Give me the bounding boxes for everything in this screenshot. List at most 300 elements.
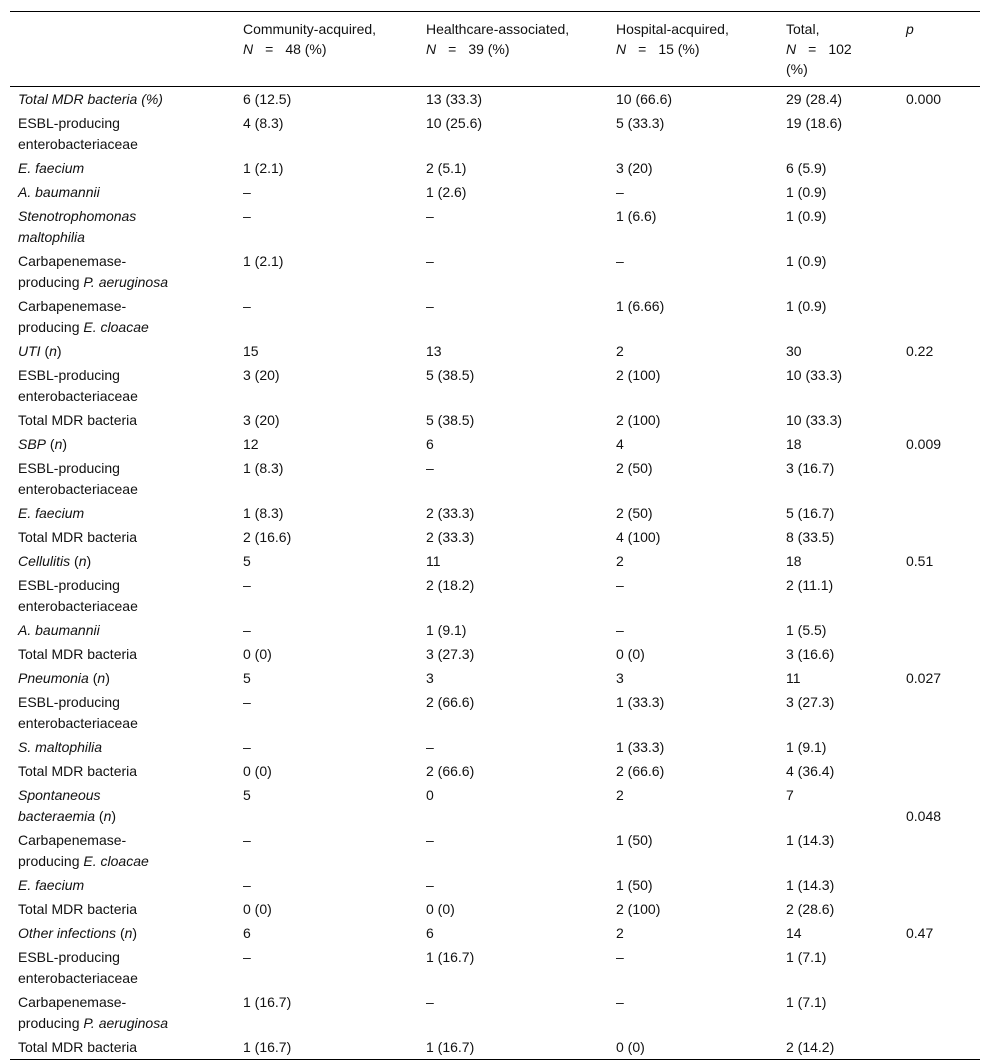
cell-c1: 1 (2.1)	[243, 160, 284, 176]
cell-c3: 10 (66.6)	[616, 91, 673, 107]
cell-c3: 1 (50)	[616, 877, 653, 893]
row-label: producing	[18, 853, 84, 869]
row-label-cell	[10, 501, 235, 525]
cell-c1: 5	[243, 670, 251, 686]
table-row	[10, 156, 980, 180]
row-label: enterobacteriaceae	[18, 970, 138, 986]
row-label-cell	[10, 525, 235, 549]
table-row	[10, 339, 980, 363]
header-total	[778, 12, 898, 87]
cell-c4: 1 (9.1)	[786, 739, 827, 755]
cell-c2: –	[426, 298, 434, 314]
cell-c4: 1 (0.9)	[786, 208, 827, 224]
row-label-cell	[10, 735, 235, 759]
row-label: Total MDR bacteria	[18, 1039, 138, 1055]
cell-c4: 18	[786, 436, 802, 452]
cell-c3: 2	[616, 925, 624, 941]
cell-c1: 1 (8.3)	[243, 505, 284, 521]
cell-c1: 4 (8.3)	[243, 115, 284, 131]
table-row	[10, 873, 980, 897]
cell-c4: 3 (16.6)	[786, 646, 835, 662]
row-label: Other infections	[18, 925, 117, 941]
cell-c4: 29 (28.4)	[786, 91, 843, 107]
cell-c4: 2 (11.1)	[786, 577, 834, 593]
cell-c2: 2 (33.3)	[426, 505, 475, 521]
header-label: Community-acquired,	[243, 21, 377, 37]
table-header	[10, 12, 980, 87]
row-label-cell	[10, 456, 235, 501]
cell-p-value	[898, 501, 980, 525]
cell-p-value	[898, 945, 980, 990]
row-label: enterobacteriaceae	[18, 715, 138, 731]
cell-c2: 2 (66.6)	[426, 694, 475, 710]
cell-c4: 4 (36.4)	[786, 763, 835, 779]
cell-c3: –	[616, 253, 624, 269]
table-row	[10, 87, 980, 112]
row-label-organism: P. aeruginosa	[83, 274, 168, 290]
cell-c4: 18	[786, 553, 802, 569]
row-label-paren: )	[62, 436, 68, 452]
header-n-value: 39 (%)	[468, 41, 510, 57]
row-label-cell	[10, 573, 235, 618]
cell-c4: 10 (33.3)	[786, 367, 843, 383]
cell-p-value	[898, 111, 980, 156]
row-label-paren: (	[95, 808, 104, 824]
cell-c4: 6 (5.9)	[786, 160, 827, 176]
row-label: UTI	[18, 343, 41, 359]
row-label: enterobacteriaceae	[18, 136, 138, 152]
table-row	[10, 828, 980, 873]
row-label-cell	[10, 945, 235, 990]
row-label-cell	[10, 990, 235, 1035]
table-row	[10, 573, 980, 618]
row-label-cell	[10, 897, 235, 921]
cell-c4: 14	[786, 925, 802, 941]
cell-c4: 10 (33.3)	[786, 412, 843, 428]
cell-c2: 2 (18.2)	[426, 577, 475, 593]
cell-c1: –	[243, 622, 251, 638]
cell-c1: 0 (0)	[243, 901, 272, 917]
row-label: Stenotrophomonas	[18, 208, 137, 224]
row-label-n: n	[97, 670, 106, 686]
header-unit: (%)	[786, 61, 808, 77]
cell-c1: 6	[243, 925, 251, 941]
cell-c3: 0 (0)	[608, 1035, 778, 1060]
row-label: enterobacteriaceae	[18, 481, 138, 497]
row-label-paren: )	[56, 343, 62, 359]
table-row	[10, 294, 980, 339]
row-label-paren: (	[46, 436, 55, 452]
row-label: maltophilia	[18, 229, 85, 245]
row-label-n: n	[78, 553, 87, 569]
header-n-symbol: N	[426, 41, 437, 57]
header-healthcare-associated	[418, 12, 608, 87]
row-label-paren: (	[40, 343, 50, 359]
cell-c3: 1 (6.6)	[616, 208, 657, 224]
cell-c3: –	[616, 184, 624, 200]
cell-c4: 2 (28.6)	[786, 901, 835, 917]
cell-c4: 3 (16.7)	[786, 460, 835, 476]
cell-p-value: 0.048	[906, 808, 942, 824]
cell-c3: 3	[616, 670, 624, 686]
table-row	[10, 456, 980, 501]
cell-c2: 1 (2.6)	[426, 184, 467, 200]
cell-c2: 3 (27.3)	[426, 646, 475, 662]
cell-c3: –	[616, 994, 624, 1010]
row-label-cell	[10, 921, 235, 945]
header-n-symbol: N	[616, 41, 627, 57]
row-label-paren: )	[111, 808, 117, 824]
row-label-cell	[10, 549, 235, 573]
header-n-symbol: N	[243, 41, 254, 57]
cell-c1: 12	[243, 436, 259, 452]
row-label-cell	[10, 690, 235, 735]
cell-c1: 0 (0)	[243, 646, 272, 662]
cell-c1: 5	[243, 787, 251, 803]
cell-c2: 1 (16.7)	[426, 949, 475, 965]
cell-c2: 1 (9.1)	[426, 622, 467, 638]
row-label-cell	[10, 408, 235, 432]
cell-p-value	[898, 618, 980, 642]
cell-c2: 6	[426, 925, 434, 941]
cell-c3: –	[616, 949, 624, 965]
row-label: ESBL-producing	[18, 115, 120, 131]
cell-c1: 3 (20)	[243, 412, 280, 428]
cell-c4: 1 (5.5)	[786, 622, 827, 638]
cell-p-value: 0.027	[906, 670, 942, 686]
row-label-paren: )	[105, 670, 110, 686]
row-label-cell	[10, 249, 235, 294]
cell-c2: 2 (33.3)	[426, 529, 475, 545]
row-label: SBP	[18, 436, 47, 452]
row-label: producing	[18, 319, 84, 335]
row-label: Carbapenemase-	[18, 832, 127, 848]
row-label-organism: P. aeruginosa	[83, 1015, 168, 1031]
row-label: E. faecium	[18, 160, 85, 176]
row-label: S. maltophilia	[18, 739, 103, 755]
cell-c3: 0 (0)	[616, 646, 645, 662]
row-label: Carbapenemase-	[18, 994, 127, 1010]
cell-p-value: 0.009	[906, 436, 942, 452]
row-label-cell	[10, 666, 235, 690]
row-label: Cellulitis	[18, 553, 71, 569]
cell-c2: 5 (38.5)	[426, 412, 475, 428]
header-equals: =	[638, 41, 647, 57]
row-label: enterobacteriaceae	[18, 598, 138, 614]
cell-c2: 0	[426, 787, 434, 803]
cell-c4: 5 (16.7)	[786, 505, 835, 521]
cell-p-value	[898, 828, 980, 873]
cell-p-value	[898, 873, 980, 897]
row-label-paren: (	[116, 925, 125, 941]
cell-c4: 1 (0.9)	[786, 184, 827, 200]
row-label-cell	[10, 1035, 235, 1060]
cell-c3: 2 (100)	[616, 367, 661, 383]
cell-c1: 1 (8.3)	[243, 460, 284, 476]
row-label: A. baumannii	[18, 622, 100, 638]
row-label-n: n	[54, 436, 63, 452]
cell-c2: –	[426, 994, 434, 1010]
table-row	[10, 783, 980, 828]
cell-c3: 2 (100)	[616, 901, 661, 917]
cell-c1: 1 (2.1)	[243, 253, 284, 269]
cell-c3: 3 (20)	[616, 160, 653, 176]
row-label: Total MDR bacteria	[18, 646, 138, 662]
header-n-value: 48 (%)	[285, 41, 327, 57]
cell-p-value	[898, 408, 980, 432]
row-label: Total MDR bacteria	[18, 529, 138, 545]
row-label-paren: )	[132, 925, 138, 941]
row-label: bacteraemia	[18, 808, 96, 824]
cell-c1: –	[243, 298, 251, 314]
row-label-cell	[10, 828, 235, 873]
cell-c2: –	[426, 208, 434, 224]
row-label-cell	[10, 294, 235, 339]
row-label-paren: (	[88, 670, 98, 686]
cell-p-value	[898, 759, 980, 783]
cell-c4: 19 (18.6)	[786, 115, 843, 131]
row-label-cell	[10, 339, 235, 363]
cell-p-value	[898, 249, 980, 294]
table-row	[10, 1035, 980, 1060]
cell-p-value	[898, 294, 980, 339]
row-label: Pneumonia	[18, 670, 89, 686]
header-p-value	[898, 12, 980, 87]
row-label-cell	[10, 873, 235, 897]
cell-c1: –	[243, 577, 251, 593]
row-label-n: n	[49, 343, 57, 359]
header-label: Healthcare-associated,	[426, 21, 570, 37]
cell-p-value	[898, 180, 980, 204]
cell-c4: 3 (27.3)	[786, 694, 835, 710]
cell-c3: 1 (33.3)	[616, 694, 665, 710]
cell-p-value: 0.000	[906, 91, 942, 107]
row-label-organism: E. cloacae	[83, 853, 149, 869]
row-label: ESBL-producing	[18, 949, 120, 965]
row-label: ESBL-producing	[18, 694, 120, 710]
cell-p-value: 0.47	[906, 925, 934, 941]
cell-c4: 1 (0.9)	[786, 253, 827, 269]
table-row	[10, 759, 980, 783]
row-label-cell	[10, 783, 235, 828]
table-row	[10, 111, 980, 156]
cell-c2: 1 (16.7)	[418, 1035, 608, 1060]
header-empty	[10, 12, 235, 87]
row-label-organism: E. cloacae	[83, 319, 149, 335]
cell-c4: 7	[786, 787, 794, 803]
header-label: Hospital-acquired,	[616, 21, 729, 37]
cell-c2: –	[426, 739, 434, 755]
cell-p-value	[898, 690, 980, 735]
row-label: ESBL-producing	[18, 460, 120, 476]
cell-c3: 2 (66.6)	[616, 763, 665, 779]
row-label-cell	[10, 642, 235, 666]
cell-c4: 30	[786, 343, 802, 359]
row-label-paren: )	[86, 553, 92, 569]
cell-c1: 6 (12.5)	[243, 91, 292, 107]
cell-c3: 2 (100)	[616, 412, 661, 428]
header-equals: =	[448, 41, 457, 57]
table-row	[10, 180, 980, 204]
cell-c1: 1 (16.7)	[235, 1035, 418, 1060]
table-body	[10, 87, 980, 1060]
table-row	[10, 618, 980, 642]
cell-p-value: 0.22	[906, 343, 934, 359]
cell-c4: 1 (14.3)	[786, 832, 835, 848]
cell-c3: 2	[616, 553, 624, 569]
cell-c2: 3	[426, 670, 434, 686]
cell-p-value	[898, 1035, 980, 1060]
row-label: producing	[18, 274, 84, 290]
row-label-cell	[10, 180, 235, 204]
cell-c1: 3 (20)	[243, 367, 280, 383]
header-n-value: 102	[828, 41, 852, 57]
table-row	[10, 690, 980, 735]
header-n-symbol: N	[786, 41, 797, 57]
cell-c2: 2 (5.1)	[426, 160, 467, 176]
cell-c1: –	[243, 208, 251, 224]
cell-c1: 1 (16.7)	[243, 994, 292, 1010]
cell-c3: 2	[616, 343, 624, 359]
cell-c1: 15	[243, 343, 259, 359]
cell-c2: 13	[426, 343, 442, 359]
row-label-n: n	[103, 808, 112, 824]
row-label-cell	[10, 363, 235, 408]
cell-c1: –	[243, 877, 251, 893]
header-p-label: p	[906, 21, 914, 37]
cell-c3: 2	[616, 787, 624, 803]
table-row	[10, 945, 980, 990]
row-label: E. faecium	[18, 877, 85, 893]
cell-p-value	[898, 525, 980, 549]
row-label-cell	[10, 156, 235, 180]
cell-c3: 4 (100)	[616, 529, 661, 545]
row-label: producing	[18, 1015, 84, 1031]
cell-c4: 11	[786, 670, 801, 686]
table-row	[10, 204, 980, 249]
row-label-cell	[10, 87, 235, 112]
cell-c1: –	[243, 832, 251, 848]
cell-c2: 10 (25.6)	[426, 115, 483, 131]
row-label: Total MDR bacteria	[18, 763, 138, 779]
table-row	[10, 363, 980, 408]
cell-c3: –	[616, 622, 624, 638]
header-label: Total,	[786, 21, 820, 37]
table-row	[10, 249, 980, 294]
mdr-bacteria-table	[10, 11, 980, 1060]
cell-c2: 11	[426, 553, 441, 569]
cell-c2: 13 (33.3)	[426, 91, 483, 107]
cell-p-value	[898, 156, 980, 180]
row-label: ESBL-producing	[18, 577, 120, 593]
table-row	[10, 549, 980, 573]
table-row	[10, 897, 980, 921]
table-row	[10, 921, 980, 945]
cell-c1: 5	[243, 553, 251, 569]
row-label-cell	[10, 204, 235, 249]
cell-c4: 2 (14.2)	[778, 1035, 898, 1060]
cell-c2: 2 (66.6)	[426, 763, 475, 779]
cell-c2: 6	[426, 436, 434, 452]
row-label-n: n	[124, 925, 133, 941]
cell-p-value	[898, 363, 980, 408]
header-hospital-acquired	[608, 12, 778, 87]
table-row	[10, 735, 980, 759]
row-label: Carbapenemase-	[18, 298, 127, 314]
cell-p-value	[898, 573, 980, 618]
table-row	[10, 666, 980, 690]
row-label-cell	[10, 618, 235, 642]
row-label: Total MDR bacteria (%)	[18, 91, 163, 107]
row-label: ESBL-producing	[18, 367, 120, 383]
cell-c1: –	[243, 184, 251, 200]
cell-c3: 5 (33.3)	[616, 115, 665, 131]
cell-p-value	[898, 456, 980, 501]
cell-c4: 1 (0.9)	[786, 298, 827, 314]
cell-p-value	[898, 990, 980, 1035]
cell-p-value	[898, 735, 980, 759]
row-label: Spontaneous	[18, 787, 101, 803]
row-label: Carbapenemase-	[18, 253, 127, 269]
table-row	[10, 501, 980, 525]
table-row	[10, 525, 980, 549]
cell-c1: –	[243, 739, 251, 755]
header-n-value: 15 (%)	[658, 41, 700, 57]
cell-c1: 0 (0)	[243, 763, 272, 779]
row-label: A. baumannii	[18, 184, 100, 200]
cell-c4: 1 (7.1)	[786, 949, 827, 965]
cell-c1: –	[243, 949, 251, 965]
cell-p-value	[898, 642, 980, 666]
cell-p-value	[898, 897, 980, 921]
cell-c1: 2 (16.6)	[243, 529, 292, 545]
header-community-acquired	[235, 12, 418, 87]
cell-c2: –	[426, 877, 434, 893]
row-label: Total MDR bacteria	[18, 901, 138, 917]
row-label-cell	[10, 432, 235, 456]
cell-p-value	[898, 204, 980, 249]
row-label-cell	[10, 759, 235, 783]
cell-c4: 8 (33.5)	[786, 529, 835, 545]
cell-c2: 0 (0)	[426, 901, 455, 917]
row-label: Total MDR bacteria	[18, 412, 138, 428]
cell-c3: 1 (50)	[616, 832, 653, 848]
table-row	[10, 990, 980, 1035]
cell-c4: 1 (14.3)	[786, 877, 835, 893]
table-row	[10, 432, 980, 456]
row-label-paren: (	[70, 553, 79, 569]
cell-c2: –	[426, 832, 434, 848]
cell-p-value: 0.51	[906, 553, 934, 569]
cell-c3: 1 (6.66)	[616, 298, 665, 314]
cell-c3: 2 (50)	[616, 460, 653, 476]
table-row	[10, 642, 980, 666]
cell-c3: 1 (33.3)	[616, 739, 665, 755]
cell-c3: 4	[616, 436, 624, 452]
cell-c4: 1 (7.1)	[786, 994, 827, 1010]
row-label: E. faecium	[18, 505, 85, 521]
cell-c2: 5 (38.5)	[426, 367, 475, 383]
cell-c3: –	[616, 577, 624, 593]
row-label: enterobacteriaceae	[18, 388, 138, 404]
header-equals: =	[808, 41, 817, 57]
cell-c1: –	[243, 694, 251, 710]
cell-c3: 2 (50)	[616, 505, 653, 521]
table-row	[10, 408, 980, 432]
cell-c2: –	[426, 460, 434, 476]
header-equals: =	[265, 41, 274, 57]
cell-c2: –	[426, 253, 434, 269]
